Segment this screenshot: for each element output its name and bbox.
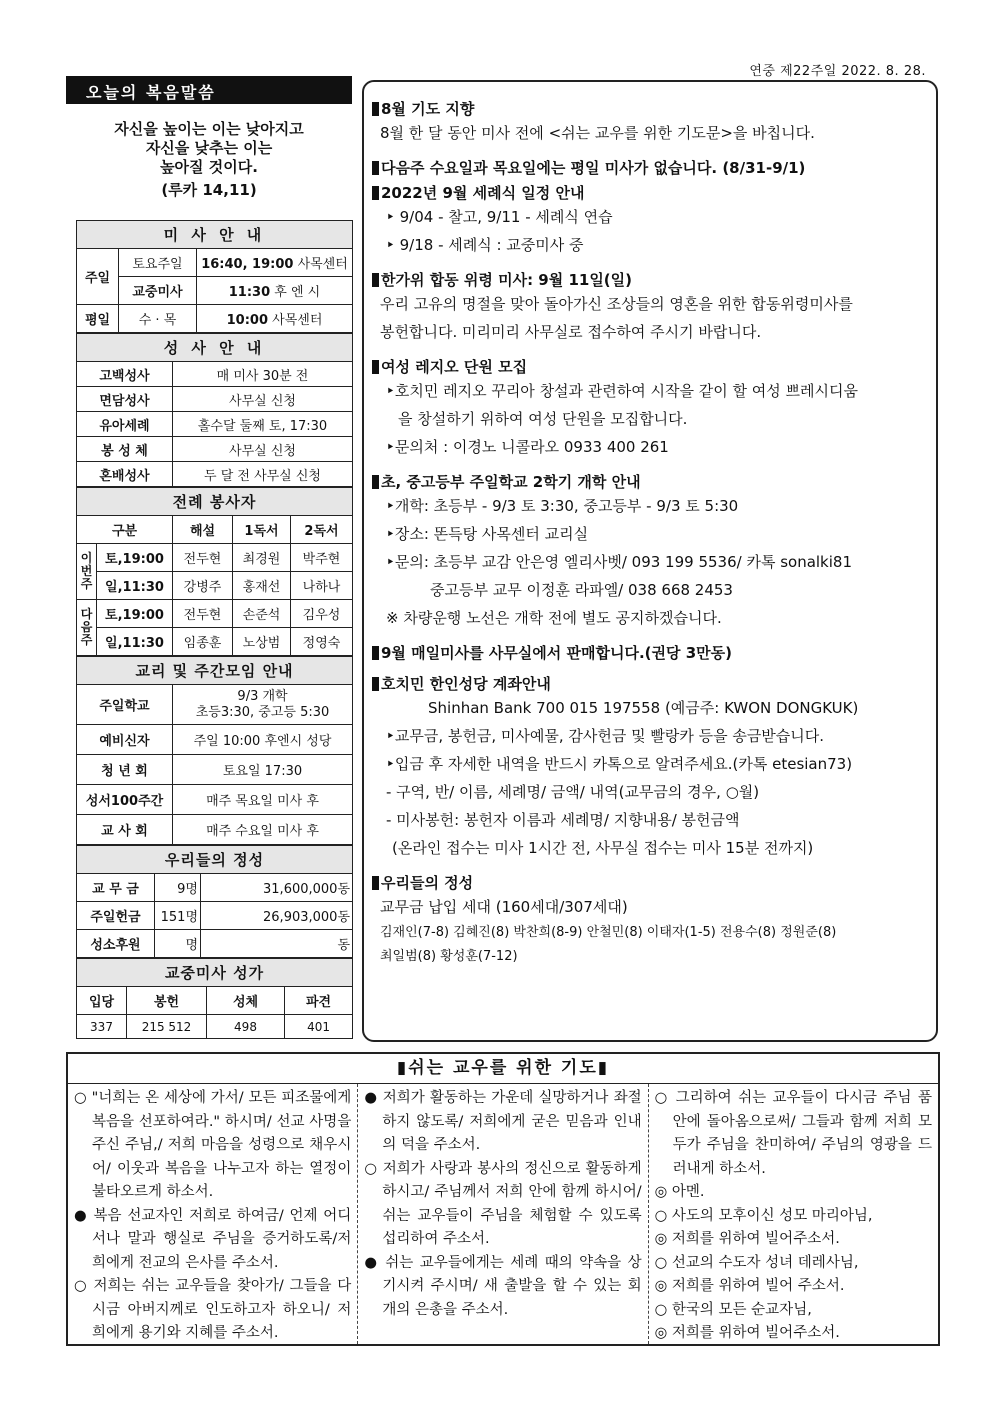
mass-time-place [197,249,353,277]
offering-name: 교 무 금 [77,874,155,902]
mass-time-place [197,277,353,305]
sacrament-title: 성 사 안 내 [77,334,353,362]
notice-title: 호치민 한인성당 계좌안내 [381,675,551,693]
server-name: 노상범 [233,628,291,656]
notice-bullet: ‣교무금, 봉헌금, 미사예물, 감사헌금 및 빨랑카 등을 송금받습니다. [386,727,825,745]
prayer-line: ● 쉬는 교우들에게는 세례 때의 약속을 상기시켜 주시며/ 새 출발을 할 수 있는 회개의 은총을 주소서. [364,1254,642,1318]
meeting-name: 성서100주간 [77,785,173,815]
offering-name: 주일헌금 [77,902,155,930]
notice-heading [372,872,928,893]
notice-title: 여성 레지오 단원 모집 [381,358,528,376]
bank-account: Shinhan Bank 700 015 197558 (예금주: KWON DONGKUK) [428,699,859,717]
bullet-square-icon [372,360,379,374]
bullet-square-icon [372,475,379,489]
prayer-column [68,1084,358,1344]
prayer-line: ○ 저희는 쉬는 교우들을 찾아가/ 그들을 다시금 아버지께로 인도하고자 하오니/ 저희에게 용기와 지혜를 주소서. [74,1278,352,1341]
prayer-line: ◎ 아멘. [654,1184,705,1200]
hymn-table [76,958,353,1039]
sacrament-value: 사무실 신청 [173,437,353,462]
offering-amount: 31,600,000동 [201,874,353,902]
hymn-header: 봉헌 [127,987,207,1015]
notice-bullet: 을 창설하기 위하여 여성 단원을 모집합니다. [398,410,688,428]
notice-heading [372,269,928,290]
offering-count: 명 [155,930,201,958]
mass-place: 사목센터 [297,257,348,272]
prayer-box [66,1052,940,1346]
mass-time-place [197,305,353,333]
gospel-line: 자신을 높이는 이는 낮아지고 [114,120,304,138]
notice-title: 한가위 합동 위령 미사: 9월 11일(일) [381,271,633,289]
prayer-line: ○ 선교의 수도자 성녀 데레사님, [654,1254,859,1271]
prayer-line: ○ "너희는 온 세상에 가서/ 모든 피조물에게 복음을 선포하여라." 하시며/ 선교 사명을 주신 주님,/ 저희 마음을 성령으로 채우시어/ 이웃과 복음을 나누고자 하는 열정이 불타오르게 하소서. [74,1090,352,1200]
hymn-header: 파견 [285,987,353,1015]
bullet-square-icon [372,161,379,175]
offering-title: 우리들의 정성 [77,846,353,874]
offering-name: 성소후원 [77,930,155,958]
notice-bullet: ‣호치민 레지오 꾸리아 창설과 관련하여 시작을 같이 할 여성 쁘레시디움 [386,382,858,400]
meeting-value: 주일 10:00 후엔시 성당 [173,725,353,755]
this-week-label: 이번주 [77,544,97,600]
bullet-square-icon [372,186,379,200]
prayer-line: ○ 그리하여 쉬는 교우들이 다시금 주님 품 안에 돌아옴으로써/ 그들과 함께 저희 모두가 주님을 찬미하여/ 주님의 영광을 드러내게 하소서. [654,1090,932,1177]
notice-bullet: ‣문의: 초등부 교감 안은영 엘리사벳/ 093 199 5536/ 카톡 sonalki81 [386,553,852,571]
notice-heading [372,471,928,492]
notice-heading [372,642,928,663]
server-time: 일,11:30 [97,572,173,600]
notice-bullet: ‣문의처 : 이경노 니콜라오 0933 400 261 [386,438,669,456]
server-name: 최경원 [233,544,291,572]
offering-count: 9명 [155,874,201,902]
bullet-square-icon [372,273,379,287]
notice-heading [372,182,928,203]
server-name: 박주현 [291,544,353,572]
sacrament-value: 매 미사 30분 전 [173,362,353,387]
servers-header: 2독서 [291,516,353,544]
servers-header: 구분 [77,516,173,544]
prayer-column [649,1084,938,1344]
offering-count: 151명 [155,902,201,930]
meetings-title: 교리 및 주간모임 안내 [77,657,353,685]
prayer-line: ◎ 저희를 위하여 빌어주소서. [654,1325,840,1341]
server-name: 전두현 [173,544,233,572]
prayer-line: ○ 한국의 모든 순교자님, [654,1301,812,1318]
server-name: 김우성 [291,600,353,628]
hymn-value: 498 [207,1015,285,1039]
servers-header: 해설 [173,516,233,544]
meeting-value-line: 초등3:30, 중고등 5:30 [195,704,330,720]
server-name: 나하나 [291,572,353,600]
bullet-square-icon [372,876,379,890]
prayer-line: ● 저희가 활동하는 가운데 실망하거나 좌절하지 않도록/ 저희에게 굳은 믿음과 인내의 덕을 주소서. [364,1090,642,1153]
notice-bullet: - 미사봉헌: 봉헌자 이름과 세례명/ 지향내용/ 봉헌금액 [386,811,740,829]
meeting-value [173,685,353,725]
weekday-label: 평일 [77,305,119,333]
hymn-value: 215 512 [127,1015,207,1039]
notice-bullet: 중고등부 교무 이정훈 라파엘/ 038 668 2453 [430,581,733,599]
notice-bullet: ‣입금 후 자세한 내역을 반드시 카톡으로 알려주세요.(카톡 etesian73) [386,755,853,773]
offering-table [76,845,353,958]
prayer-columns [68,1084,938,1344]
meeting-name: 주일학교 [77,685,173,725]
hymn-header: 성체 [207,987,285,1015]
notice-text: 8월 한 달 동안 미사 전에 <쉬는 교우를 위한 기도문>을 바칩니다. [380,124,815,142]
prayer-line: ○ 사도의 모후이신 성모 마리아님, [654,1207,873,1224]
server-time: 토,19:00 [97,600,173,628]
servers-table [76,487,353,656]
meeting-value: 토요일 17:30 [173,755,353,785]
prayer-line: ○ 저희가 사랑과 봉사의 정신으로 활동하게 하시고/ 주님께서 저희 안에 함께 하시어/ 쉬는 교우들이 주님을 체험할 수 있도록 섭리하여 주소서. [364,1160,642,1247]
hymn-value: 337 [77,1015,127,1039]
mass-name: 교중미사 [119,277,197,305]
gospel-reference: (루카 14,11) [161,181,257,199]
next-week-label: 다음주 [77,600,97,656]
notice-text: 교무금 납입 세대 (160세대/307세대) [380,898,628,916]
sacrament-name: 면담성사 [77,387,173,412]
prayer-line: ● 복음 선교자인 저희로 하여금/ 언제 어디서나 말과 행실로 주님을 증거하도록/저희에게 전교의 은사를 주소서. [74,1207,352,1271]
prayer-column [358,1084,648,1344]
sacrament-name: 고백성사 [77,362,173,387]
sacrament-table [76,333,353,487]
meeting-value: 매주 수요일 미사 후 [173,815,353,845]
hymn-value: 401 [285,1015,353,1039]
bullet-square-icon [372,677,379,691]
sacrament-name: 유아세례 [77,412,173,437]
sacrament-value: 사무실 신청 [173,387,353,412]
mass-name: 수 · 목 [119,305,197,333]
bullet-square-icon [372,102,379,116]
notice-title: 2022년 9월 세례식 일정 안내 [381,184,585,202]
sacrament-name: 혼배성사 [77,462,173,487]
gospel-line: 높아질 것이다. [160,158,258,176]
notice-title: 다음주 수요일과 목요일에는 평일 미사가 없습니다. (8/31-9/1) [381,159,806,177]
notice-title: 우리들의 정성 [381,874,474,892]
mass-title: 미 사 안 내 [77,221,353,249]
meeting-name: 청 년 회 [77,755,173,785]
notice-note: ※ 차량운행 노선은 개학 전에 별도 공지하겠습니다. [386,609,722,627]
notice-heading [372,98,928,119]
mass-place: 사목센터 [272,313,323,328]
prayer-title: ▮쉬는 교우를 위한 기도▮ [68,1054,938,1084]
mass-time: 11:30 [228,285,271,300]
donor-names: 김재인(7-8) 김혜진(8) 박찬희(8-9) 안철민(8) 이태자(1-5) 전용수(8) 정원준(8) [380,925,837,940]
mass-time: 10:00 [226,313,268,328]
servers-header: 1독서 [233,516,291,544]
meetings-table [76,656,353,845]
notice-heading [372,673,928,694]
sacrament-value: 두 달 전 사무실 신청 [173,462,353,487]
gospel-text [66,120,352,177]
notices-box [362,80,938,1042]
mass-time: 16:40, 19:00 [201,257,294,272]
server-time: 일,11:30 [97,628,173,656]
meeting-name: 교 사 회 [77,815,173,845]
meeting-value: 매주 목요일 미사 후 [173,785,353,815]
server-name: 손준석 [233,600,291,628]
notice-bullet: ‣장소: 똔득탕 사목센터 교리실 [386,525,589,543]
meeting-value-line: 9/3 개학 [237,688,288,704]
notice-bullet: ‣개학: 초등부 - 9/3 토 3:30, 중고등부 - 9/3 토 5:30 [386,497,739,515]
notice-title: 8월 기도 지향 [381,100,475,118]
bullet-square-icon [372,646,379,660]
prayer-line: ◎ 저희를 위하여 빌어 주소서. [654,1278,845,1294]
notice-bullet: ‣ 9/18 - 세례식 : 교중미사 중 [386,236,584,254]
server-name: 정영숙 [291,628,353,656]
sunday-label: 주일 [77,249,119,305]
gospel-line: 자신을 낮추는 이는 [145,139,273,157]
notice-bullet: (온라인 접수는 미사 1시간 전, 사무실 접수는 미사 15분 전까지) [392,839,814,857]
sacrament-name: 봉 성 체 [77,437,173,462]
servers-title: 전례 봉사자 [77,488,353,516]
offering-amount: 동 [201,930,353,958]
bulletin-date: 연중 제22주일 2022. 8. 28. [749,64,926,79]
server-time: 토,19:00 [97,544,173,572]
prayer-line: ◎ 저희를 위하여 빌어주소서. [654,1231,840,1247]
notice-title: 9월 매일미사를 사무실에서 판매합니다.(권당 3만동) [381,644,732,662]
offering-amount: 26,903,000동 [201,902,353,930]
notice-title: 초, 중고등부 주일학교 2학기 개학 안내 [381,473,641,491]
mass-name: 토요주일 [119,249,197,277]
notice-heading [372,157,928,178]
notice-bullet: - 구역, 반/ 이름, 세례명/ 금액/ 내역(교무금의 경우, ○월) [386,783,760,801]
mass-table [76,220,353,333]
server-name: 임종훈 [173,628,233,656]
server-name: 홍재선 [233,572,291,600]
sacrament-value: 홀수달 둘째 토, 17:30 [173,412,353,437]
server-name: 전두현 [173,600,233,628]
donor-names: 최일범(8) 황성훈(7-12) [380,949,518,964]
mass-place: 후 엔 시 [274,285,321,300]
meeting-name: 예비신자 [77,725,173,755]
hymn-title: 교중미사 성가 [77,959,353,987]
notice-text: 우리 고유의 명절을 맞아 돌아가신 조상들의 영혼을 위한 합동위령미사를 [380,295,853,313]
server-name: 강병주 [173,572,233,600]
left-column [66,76,352,1039]
gospel-title: 오늘의 복음말씀 [66,76,352,104]
notice-bullet: ‣ 9/04 - 찰고, 9/11 - 세례식 연습 [386,208,613,226]
hymn-header: 입당 [77,987,127,1015]
notice-text: 봉헌합니다. 미리미리 사무실로 접수하여 주시기 바랍니다. [380,323,762,341]
notice-heading [372,356,928,377]
